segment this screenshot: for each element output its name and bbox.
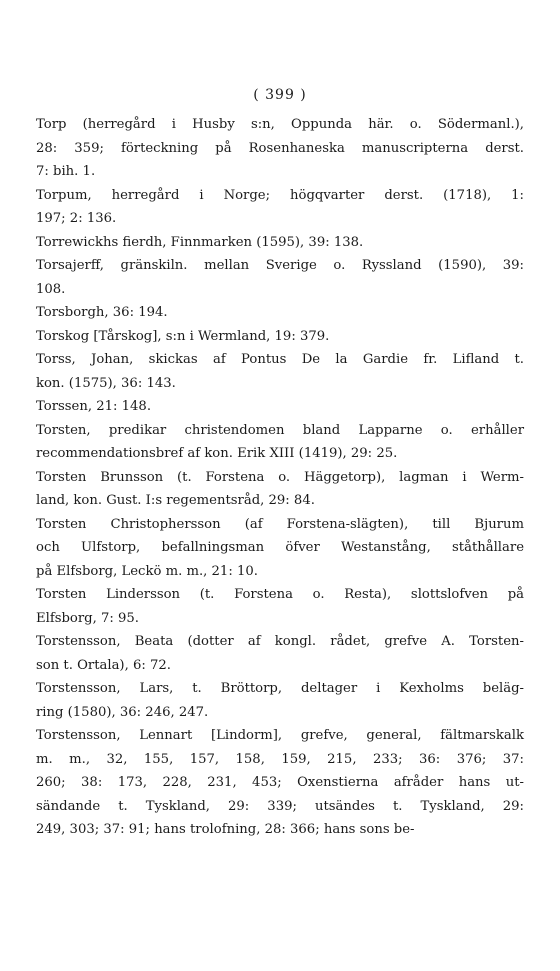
index-entry bbox=[36, 419, 524, 466]
index-entry bbox=[36, 466, 524, 513]
index-entry bbox=[36, 513, 524, 584]
entry-line: Torsten Brunsson (t. Forstena o. Häggetorp), lagman i Werm- bbox=[36, 469, 524, 485]
index-entry bbox=[36, 348, 524, 395]
entry-line: Torpum, herregård i Norge; högqvarter derst. (1718), 1: bbox=[36, 187, 524, 203]
index-entry bbox=[36, 724, 524, 842]
entry-line: recommendationsbref af kon. Erik XIII (1419), 29: 25. bbox=[36, 446, 398, 461]
index-entry bbox=[36, 677, 524, 724]
entry-line: 7: bih. 1. bbox=[36, 164, 96, 179]
entry-line: ring (1580), 36: 246, 247. bbox=[36, 704, 209, 720]
entry-line: son t. Ortala), 6: 72. bbox=[36, 657, 171, 673]
entry-line: Torsten Lindersson (t. Forstena o. Resta), slottslofven på bbox=[36, 587, 524, 602]
entry-line: 249, 303; 37: 91; hans trolofning, 28: 366; hans sons be- bbox=[36, 822, 415, 837]
entry-line: Torssen, 21: 148. bbox=[36, 399, 152, 414]
index-entry bbox=[36, 325, 524, 349]
index-entry bbox=[36, 395, 524, 419]
index-entries bbox=[36, 113, 524, 842]
index-entry bbox=[36, 184, 524, 231]
entry-line: Torrewickhs fierdh, Finnmarken (1595), 39: 138. bbox=[36, 234, 364, 250]
entry-line: kon. (1575), 36: 143. bbox=[36, 375, 176, 391]
index-entry bbox=[36, 301, 524, 325]
entry-line: Torstensson, Lennart [Lindorm], grefve, general, fältmarskalk bbox=[36, 728, 524, 743]
entry-line: Torsten Christophersson (af Forstena-slägten), till Bjurum bbox=[36, 516, 524, 532]
index-entry bbox=[36, 254, 524, 301]
entry-line: sändande t. Tyskland, 29: 339; utsändes t. Tyskland, 29: bbox=[36, 798, 524, 814]
entry-line: Torstensson, Beata (dotter af kongl. rådet, grefve A. Torsten- bbox=[36, 634, 524, 649]
index-entry bbox=[36, 583, 524, 630]
index-entry bbox=[36, 113, 524, 184]
page-number: ( 399 ) bbox=[253, 87, 307, 103]
entry-line: Torss, Johan, skickas af Pontus De la Gardie fr. Lifland t. bbox=[36, 352, 524, 367]
entry-line: Torsten, predikar christendomen bland Lapparne o. erhåller bbox=[36, 422, 524, 438]
entry-line: m. m., 32, 155, 157, 158, 159, 215, 233; 36: 376; 37: bbox=[36, 751, 524, 767]
entry-line: Elfsborg, 7: 95. bbox=[36, 610, 140, 626]
index-entry bbox=[36, 630, 524, 677]
entry-line: land, kon. Gust. I:s regementsråd, 29: 84. bbox=[36, 493, 315, 508]
entry-line: Torsborgh, 36: 194. bbox=[36, 305, 168, 320]
entry-line: på Elfsborg, Leckö m. m., 21: 10. bbox=[36, 563, 258, 579]
entry-line: 260; 38: 173, 228, 231, 453; Oxenstierna afråder hans ut- bbox=[36, 775, 524, 790]
entry-line: och Ulfstorp, befallningsman öfver Westanstång, ståthållare bbox=[36, 540, 524, 555]
entry-line: Torp (herregård i Husby s:n, Oppunda här. o. Södermanl.), bbox=[36, 117, 524, 132]
entry-line: 197; 2: 136. bbox=[36, 211, 117, 226]
entry-line: Torskog [Tårskog], s:n i Wermland, 19: 379. bbox=[36, 328, 330, 344]
entry-line: 108. bbox=[36, 281, 66, 297]
index-entry bbox=[36, 231, 524, 255]
entry-line: Torstensson, Lars, t. Bröttorp, deltager i Kexholms beläg- bbox=[36, 681, 524, 696]
entry-line: Torsajerff, gränskiln. mellan Sverige o. Ryssland (1590), 39: bbox=[36, 258, 524, 273]
entry-line: 28: 359; förteckning på Rosenhaneska manuscripterna derst. bbox=[36, 140, 524, 156]
